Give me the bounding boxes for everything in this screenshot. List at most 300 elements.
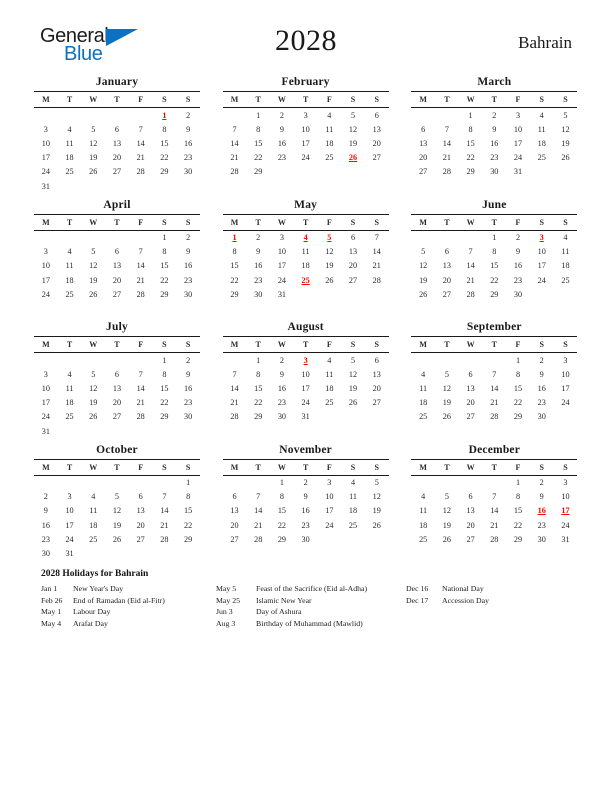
day-cell[interactable]: 23 <box>277 153 286 163</box>
day-cell[interactable]: 4 <box>327 355 332 365</box>
day-cell[interactable]: 29 <box>230 289 239 299</box>
day-cell[interactable]: 5 <box>374 478 379 488</box>
day-cell[interactable]: 8 <box>468 124 473 134</box>
day-cell[interactable]: 12 <box>348 124 358 134</box>
day-cell[interactable]: 25 <box>89 534 98 544</box>
day-cell[interactable]: 28 <box>490 534 499 544</box>
day-cell[interactable]: 30 <box>513 289 523 299</box>
day-cell[interactable]: 23 <box>184 153 193 163</box>
day-cell[interactable]: 28 <box>466 289 475 299</box>
day-cell[interactable]: 11 <box>301 247 310 257</box>
day-cell[interactable]: 27 <box>112 289 122 299</box>
day-cell[interactable]: 3 <box>303 110 308 120</box>
day-cell[interactable]: 11 <box>561 247 570 257</box>
day-cell[interactable]: 1 <box>492 233 497 243</box>
day-cell[interactable]: 19 <box>348 383 358 393</box>
day-cell[interactable]: 13 <box>112 383 122 393</box>
day-cell[interactable]: 26 <box>112 534 122 544</box>
day-cell[interactable]: 25 <box>65 289 74 299</box>
day-cell[interactable]: 8 <box>515 369 521 379</box>
day-cell-holiday[interactable]: 17 <box>561 506 570 516</box>
day-cell[interactable]: 11 <box>65 138 74 148</box>
day-cell[interactable]: 7 <box>232 124 237 134</box>
day-cell[interactable]: 20 <box>466 398 475 408</box>
day-cell[interactable]: 21 <box>136 275 145 285</box>
day-cell[interactable]: 13 <box>112 261 122 271</box>
day-cell[interactable]: 19 <box>442 520 451 530</box>
day-cell[interactable]: 26 <box>442 412 451 422</box>
day-cell[interactable]: 29 <box>160 412 169 422</box>
day-cell[interactable]: 14 <box>230 383 239 393</box>
day-cell[interactable]: 10 <box>561 492 570 502</box>
day-cell[interactable]: 30 <box>277 412 286 422</box>
day-cell[interactable]: 26 <box>325 275 334 285</box>
day-cell[interactable]: 13 <box>372 369 381 379</box>
day-cell[interactable]: 22 <box>513 520 523 530</box>
day-cell[interactable]: 22 <box>160 275 169 285</box>
day-cell[interactable]: 12 <box>442 506 451 516</box>
day-cell[interactable]: 10 <box>41 261 50 271</box>
day-cell[interactable]: 11 <box>65 261 74 271</box>
day-cell[interactable]: 11 <box>65 383 74 393</box>
day-cell[interactable]: 23 <box>184 398 193 408</box>
day-cell[interactable]: 5 <box>563 110 568 120</box>
day-cell[interactable]: 18 <box>537 138 546 148</box>
day-cell[interactable]: 20 <box>136 520 145 530</box>
day-cell[interactable]: 14 <box>490 383 499 393</box>
day-cell[interactable]: 31 <box>41 181 50 191</box>
day-cell[interactable]: 5 <box>350 110 356 120</box>
day-cell[interactable]: 16 <box>41 520 50 530</box>
day-cell[interactable]: 9 <box>492 124 497 134</box>
day-cell[interactable]: 1 <box>162 233 167 243</box>
day-cell[interactable]: 21 <box>372 261 381 271</box>
day-cell[interactable]: 12 <box>89 261 98 271</box>
day-cell[interactable]: 30 <box>41 549 50 559</box>
day-cell[interactable]: 5 <box>350 355 356 365</box>
day-cell[interactable]: 7 <box>468 247 473 257</box>
day-cell[interactable]: 17 <box>65 520 74 530</box>
day-cell[interactable]: 7 <box>232 369 237 379</box>
day-cell[interactable]: 26 <box>348 398 358 408</box>
day-cell[interactable]: 16 <box>184 261 193 271</box>
day-cell[interactable]: 3 <box>43 247 48 257</box>
day-cell[interactable]: 25 <box>65 412 74 422</box>
day-cell[interactable]: 10 <box>325 492 334 502</box>
day-cell[interactable]: 29 <box>160 167 169 177</box>
day-cell[interactable]: 25 <box>419 534 428 544</box>
day-cell[interactable]: 17 <box>301 138 310 148</box>
day-cell[interactable]: 19 <box>348 138 358 148</box>
day-cell[interactable]: 24 <box>41 412 50 422</box>
day-cell[interactable]: 27 <box>112 412 122 422</box>
day-cell[interactable]: 31 <box>41 426 50 436</box>
day-cell[interactable]: 9 <box>539 369 544 379</box>
day-cell[interactable]: 11 <box>537 124 546 134</box>
day-cell[interactable]: 22 <box>490 275 499 285</box>
day-cell[interactable]: 20 <box>112 275 122 285</box>
day-cell[interactable]: 20 <box>112 398 122 408</box>
day-cell[interactable]: 26 <box>561 153 570 163</box>
day-cell[interactable]: 13 <box>372 124 381 134</box>
day-cell[interactable]: 16 <box>254 261 263 271</box>
day-cell[interactable]: 25 <box>325 398 334 408</box>
day-cell-holiday[interactable]: 1 <box>162 110 167 120</box>
day-cell[interactable]: 1 <box>279 478 284 488</box>
day-cell[interactable]: 27 <box>442 289 451 299</box>
day-cell[interactable]: 30 <box>490 167 499 177</box>
day-cell[interactable]: 7 <box>492 369 497 379</box>
day-cell[interactable]: 29 <box>254 167 263 177</box>
day-cell[interactable]: 5 <box>444 492 449 502</box>
day-cell[interactable]: 6 <box>114 124 119 134</box>
day-cell[interactable]: 15 <box>184 506 193 516</box>
day-cell[interactable]: 15 <box>490 261 499 271</box>
day-cell[interactable]: 1 <box>515 355 521 365</box>
day-cell[interactable]: 29 <box>184 534 193 544</box>
day-cell[interactable]: 16 <box>537 383 546 393</box>
day-cell[interactable]: 17 <box>325 506 334 516</box>
day-cell[interactable]: 7 <box>444 124 449 134</box>
day-cell[interactable]: 18 <box>419 520 428 530</box>
day-cell[interactable]: 4 <box>67 369 72 379</box>
day-cell[interactable]: 24 <box>561 398 570 408</box>
day-cell[interactable]: 8 <box>162 369 167 379</box>
day-cell[interactable]: 17 <box>513 138 523 148</box>
day-cell[interactable]: 18 <box>325 383 334 393</box>
day-cell[interactable]: 20 <box>442 275 451 285</box>
day-cell[interactable]: 6 <box>468 492 473 502</box>
day-cell[interactable]: 30 <box>301 534 310 544</box>
day-cell[interactable]: 31 <box>513 167 523 177</box>
day-cell[interactable]: 10 <box>65 506 74 516</box>
day-cell[interactable]: 12 <box>348 369 358 379</box>
day-cell[interactable]: 13 <box>466 506 475 516</box>
day-cell[interactable]: 8 <box>162 247 167 257</box>
day-cell[interactable]: 22 <box>254 398 263 408</box>
day-cell[interactable]: 14 <box>466 261 475 271</box>
day-cell[interactable]: 21 <box>442 153 451 163</box>
day-cell[interactable]: 11 <box>325 369 334 379</box>
day-cell[interactable]: 30 <box>184 167 193 177</box>
day-cell[interactable]: 23 <box>184 275 193 285</box>
day-cell[interactable]: 7 <box>162 492 167 502</box>
day-cell[interactable]: 21 <box>490 520 499 530</box>
day-cell[interactable]: 2 <box>43 492 48 502</box>
day-cell[interactable]: 7 <box>492 492 497 502</box>
day-cell[interactable]: 21 <box>136 398 145 408</box>
day-cell[interactable]: 5 <box>91 124 96 134</box>
day-cell[interactable]: 16 <box>277 383 286 393</box>
day-cell[interactable]: 20 <box>112 153 122 163</box>
day-cell[interactable]: 30 <box>537 412 546 422</box>
day-cell[interactable]: 20 <box>419 153 428 163</box>
day-cell[interactable]: 12 <box>561 124 570 134</box>
day-cell[interactable]: 28 <box>230 167 239 177</box>
day-cell[interactable]: 12 <box>325 247 334 257</box>
day-cell[interactable]: 28 <box>136 167 145 177</box>
day-cell[interactable]: 29 <box>513 412 523 422</box>
day-cell[interactable]: 4 <box>350 478 356 488</box>
day-cell[interactable]: 5 <box>91 247 96 257</box>
day-cell[interactable]: 27 <box>136 534 145 544</box>
day-cell[interactable]: 9 <box>186 247 191 257</box>
day-cell[interactable]: 2 <box>186 355 191 365</box>
day-cell[interactable]: 19 <box>325 261 334 271</box>
day-cell[interactable]: 13 <box>112 138 122 148</box>
day-cell[interactable]: 15 <box>466 138 475 148</box>
day-cell[interactable]: 10 <box>277 247 286 257</box>
day-cell[interactable]: 27 <box>466 534 475 544</box>
day-cell[interactable]: 5 <box>114 492 119 502</box>
day-cell[interactable]: 26 <box>89 289 98 299</box>
day-cell[interactable]: 2 <box>256 233 261 243</box>
day-cell[interactable]: 29 <box>490 289 499 299</box>
day-cell[interactable]: 31 <box>65 549 74 559</box>
day-cell[interactable]: 1 <box>256 355 261 365</box>
day-cell[interactable]: 21 <box>466 275 475 285</box>
day-cell[interactable]: 19 <box>89 398 98 408</box>
day-cell[interactable]: 8 <box>256 124 261 134</box>
day-cell[interactable]: 17 <box>41 153 50 163</box>
day-cell[interactable]: 18 <box>348 506 358 516</box>
day-cell[interactable]: 6 <box>444 247 449 257</box>
day-cell[interactable]: 14 <box>490 506 499 516</box>
day-cell[interactable]: 1 <box>515 478 521 488</box>
day-cell[interactable]: 8 <box>256 369 261 379</box>
day-cell[interactable]: 23 <box>537 520 546 530</box>
day-cell[interactable]: 12 <box>89 383 98 393</box>
day-cell[interactable]: 19 <box>372 506 381 516</box>
day-cell[interactable]: 6 <box>232 492 237 502</box>
day-cell[interactable]: 22 <box>184 520 193 530</box>
day-cell[interactable]: 28 <box>136 412 145 422</box>
day-cell[interactable]: 2 <box>279 355 284 365</box>
day-cell[interactable]: 28 <box>442 167 451 177</box>
day-cell[interactable]: 17 <box>41 398 50 408</box>
day-cell[interactable]: 27 <box>372 398 381 408</box>
day-cell[interactable]: 21 <box>254 520 263 530</box>
day-cell[interactable]: 15 <box>160 383 169 393</box>
day-cell[interactable]: 10 <box>561 369 570 379</box>
day-cell[interactable]: 15 <box>254 383 263 393</box>
day-cell[interactable]: 9 <box>279 124 284 134</box>
day-cell[interactable]: 9 <box>186 124 191 134</box>
day-cell[interactable]: 24 <box>41 167 50 177</box>
day-cell[interactable]: 1 <box>162 355 167 365</box>
day-cell[interactable]: 24 <box>41 289 50 299</box>
day-cell[interactable]: 2 <box>186 110 191 120</box>
day-cell[interactable]: 3 <box>515 110 521 120</box>
day-cell[interactable]: 24 <box>277 275 286 285</box>
day-cell[interactable]: 31 <box>277 289 286 299</box>
day-cell[interactable]: 23 <box>513 275 523 285</box>
day-cell[interactable]: 23 <box>277 398 286 408</box>
day-cell[interactable]: 28 <box>490 412 499 422</box>
day-cell[interactable]: 6 <box>468 369 473 379</box>
day-cell[interactable]: 6 <box>138 492 143 502</box>
day-cell[interactable]: 21 <box>490 398 499 408</box>
day-cell[interactable]: 4 <box>421 369 426 379</box>
day-cell[interactable]: 25 <box>419 412 428 422</box>
day-cell[interactable]: 6 <box>374 355 379 365</box>
day-cell[interactable]: 14 <box>136 138 145 148</box>
day-cell[interactable]: 12 <box>89 138 98 148</box>
day-cell[interactable]: 20 <box>372 138 381 148</box>
day-cell[interactable]: 14 <box>160 506 169 516</box>
day-cell[interactable]: 9 <box>515 247 521 257</box>
day-cell[interactable]: 25 <box>348 520 358 530</box>
day-cell[interactable]: 29 <box>254 412 263 422</box>
day-cell[interactable]: 2 <box>303 478 308 488</box>
day-cell[interactable]: 16 <box>301 506 310 516</box>
day-cell[interactable]: 8 <box>515 492 521 502</box>
day-cell[interactable]: 30 <box>184 412 193 422</box>
day-cell[interactable]: 28 <box>372 275 381 285</box>
day-cell[interactable]: 21 <box>160 520 169 530</box>
day-cell[interactable]: 20 <box>466 520 475 530</box>
day-cell[interactable]: 4 <box>563 233 568 243</box>
day-cell[interactable]: 6 <box>114 369 119 379</box>
day-cell[interactable]: 21 <box>136 153 145 163</box>
day-cell[interactable]: 11 <box>325 124 334 134</box>
day-cell[interactable]: 19 <box>89 275 98 285</box>
day-cell[interactable]: 5 <box>421 247 426 257</box>
day-cell[interactable]: 9 <box>186 369 191 379</box>
day-cell[interactable]: 24 <box>537 275 546 285</box>
day-cell[interactable]: 6 <box>421 124 426 134</box>
day-cell[interactable]: 15 <box>160 138 169 148</box>
day-cell[interactable]: 18 <box>65 398 74 408</box>
day-cell[interactable]: 22 <box>160 153 169 163</box>
day-cell[interactable]: 2 <box>492 110 497 120</box>
day-cell[interactable]: 19 <box>419 275 428 285</box>
day-cell[interactable]: 28 <box>254 534 263 544</box>
day-cell[interactable]: 30 <box>184 289 193 299</box>
day-cell[interactable]: 25 <box>65 167 74 177</box>
day-cell[interactable]: 4 <box>421 492 426 502</box>
day-cell[interactable]: 22 <box>277 520 286 530</box>
day-cell[interactable]: 20 <box>230 520 239 530</box>
day-cell[interactable]: 14 <box>372 247 381 257</box>
day-cell[interactable]: 6 <box>350 233 356 243</box>
day-cell[interactable]: 13 <box>348 247 358 257</box>
day-cell[interactable]: 3 <box>43 124 48 134</box>
day-cell[interactable]: 13 <box>466 383 475 393</box>
day-cell[interactable]: 2 <box>515 233 521 243</box>
day-cell[interactable]: 9 <box>279 369 284 379</box>
day-cell[interactable]: 1 <box>256 110 261 120</box>
day-cell[interactable]: 21 <box>230 153 239 163</box>
day-cell[interactable]: 11 <box>419 506 428 516</box>
day-cell[interactable]: 9 <box>539 492 544 502</box>
day-cell[interactable]: 12 <box>442 383 451 393</box>
day-cell[interactable]: 17 <box>301 383 310 393</box>
day-cell[interactable]: 3 <box>279 233 284 243</box>
day-cell-holiday[interactable]: 3 <box>303 355 308 365</box>
day-cell[interactable]: 29 <box>277 534 286 544</box>
day-cell[interactable]: 24 <box>65 534 74 544</box>
day-cell[interactable]: 8 <box>232 247 237 257</box>
day-cell[interactable]: 4 <box>67 124 72 134</box>
day-cell[interactable]: 18 <box>301 261 310 271</box>
day-cell[interactable]: 25 <box>325 153 334 163</box>
day-cell[interactable]: 18 <box>325 138 334 148</box>
day-cell[interactable]: 13 <box>136 506 145 516</box>
day-cell[interactable]: 27 <box>466 412 475 422</box>
day-cell[interactable]: 3 <box>43 369 48 379</box>
day-cell[interactable]: 18 <box>65 275 74 285</box>
day-cell[interactable]: 22 <box>160 398 169 408</box>
day-cell[interactable]: 9 <box>256 247 261 257</box>
day-cell-holiday[interactable]: 25 <box>301 275 310 285</box>
day-cell[interactable]: 15 <box>254 138 263 148</box>
day-cell[interactable]: 5 <box>91 369 96 379</box>
day-cell[interactable]: 10 <box>537 247 546 257</box>
day-cell[interactable]: 12 <box>372 492 381 502</box>
day-cell[interactable]: 24 <box>301 398 310 408</box>
day-cell[interactable]: 2 <box>186 233 191 243</box>
day-cell[interactable]: 28 <box>160 534 169 544</box>
day-cell[interactable]: 23 <box>254 275 263 285</box>
day-cell[interactable]: 13 <box>419 138 428 148</box>
day-cell-holiday[interactable]: 26 <box>348 153 358 163</box>
day-cell[interactable]: 13 <box>230 506 239 516</box>
day-cell[interactable]: 2 <box>539 478 544 488</box>
day-cell[interactable]: 10 <box>301 369 310 379</box>
day-cell[interactable]: 19 <box>561 138 570 148</box>
day-cell[interactable]: 23 <box>490 153 499 163</box>
day-cell[interactable]: 10 <box>301 124 310 134</box>
day-cell[interactable]: 24 <box>325 520 334 530</box>
day-cell[interactable]: 2 <box>279 110 284 120</box>
day-cell[interactable]: 31 <box>301 412 310 422</box>
day-cell[interactable]: 9 <box>303 492 308 502</box>
day-cell[interactable]: 2 <box>539 355 544 365</box>
day-cell[interactable]: 4 <box>91 492 96 502</box>
day-cell[interactable]: 6 <box>114 247 119 257</box>
day-cell[interactable]: 27 <box>348 275 358 285</box>
day-cell[interactable]: 16 <box>513 261 523 271</box>
day-cell[interactable]: 15 <box>513 506 523 516</box>
day-cell[interactable]: 14 <box>136 383 145 393</box>
day-cell[interactable]: 26 <box>442 534 451 544</box>
day-cell[interactable]: 15 <box>160 261 169 271</box>
day-cell[interactable]: 3 <box>563 478 568 488</box>
day-cell[interactable]: 23 <box>537 398 546 408</box>
day-cell[interactable]: 7 <box>138 247 143 257</box>
day-cell[interactable]: 15 <box>277 506 286 516</box>
day-cell[interactable]: 10 <box>513 124 523 134</box>
day-cell[interactable]: 10 <box>41 138 50 148</box>
day-cell[interactable]: 4 <box>67 247 72 257</box>
day-cell[interactable]: 27 <box>419 167 428 177</box>
day-cell[interactable]: 28 <box>230 412 239 422</box>
day-cell[interactable]: 27 <box>230 534 239 544</box>
day-cell[interactable]: 22 <box>230 275 239 285</box>
day-cell[interactable]: 17 <box>41 275 50 285</box>
day-cell[interactable]: 5 <box>444 369 449 379</box>
day-cell-holiday[interactable]: 4 <box>303 233 308 243</box>
day-cell[interactable]: 3 <box>327 478 332 488</box>
day-cell[interactable]: 11 <box>419 383 428 393</box>
day-cell[interactable]: 14 <box>254 506 263 516</box>
day-cell-holiday[interactable]: 3 <box>539 233 544 243</box>
day-cell[interactable]: 17 <box>277 261 286 271</box>
day-cell[interactable]: 13 <box>442 261 451 271</box>
day-cell[interactable]: 26 <box>419 289 428 299</box>
day-cell[interactable]: 26 <box>372 520 381 530</box>
